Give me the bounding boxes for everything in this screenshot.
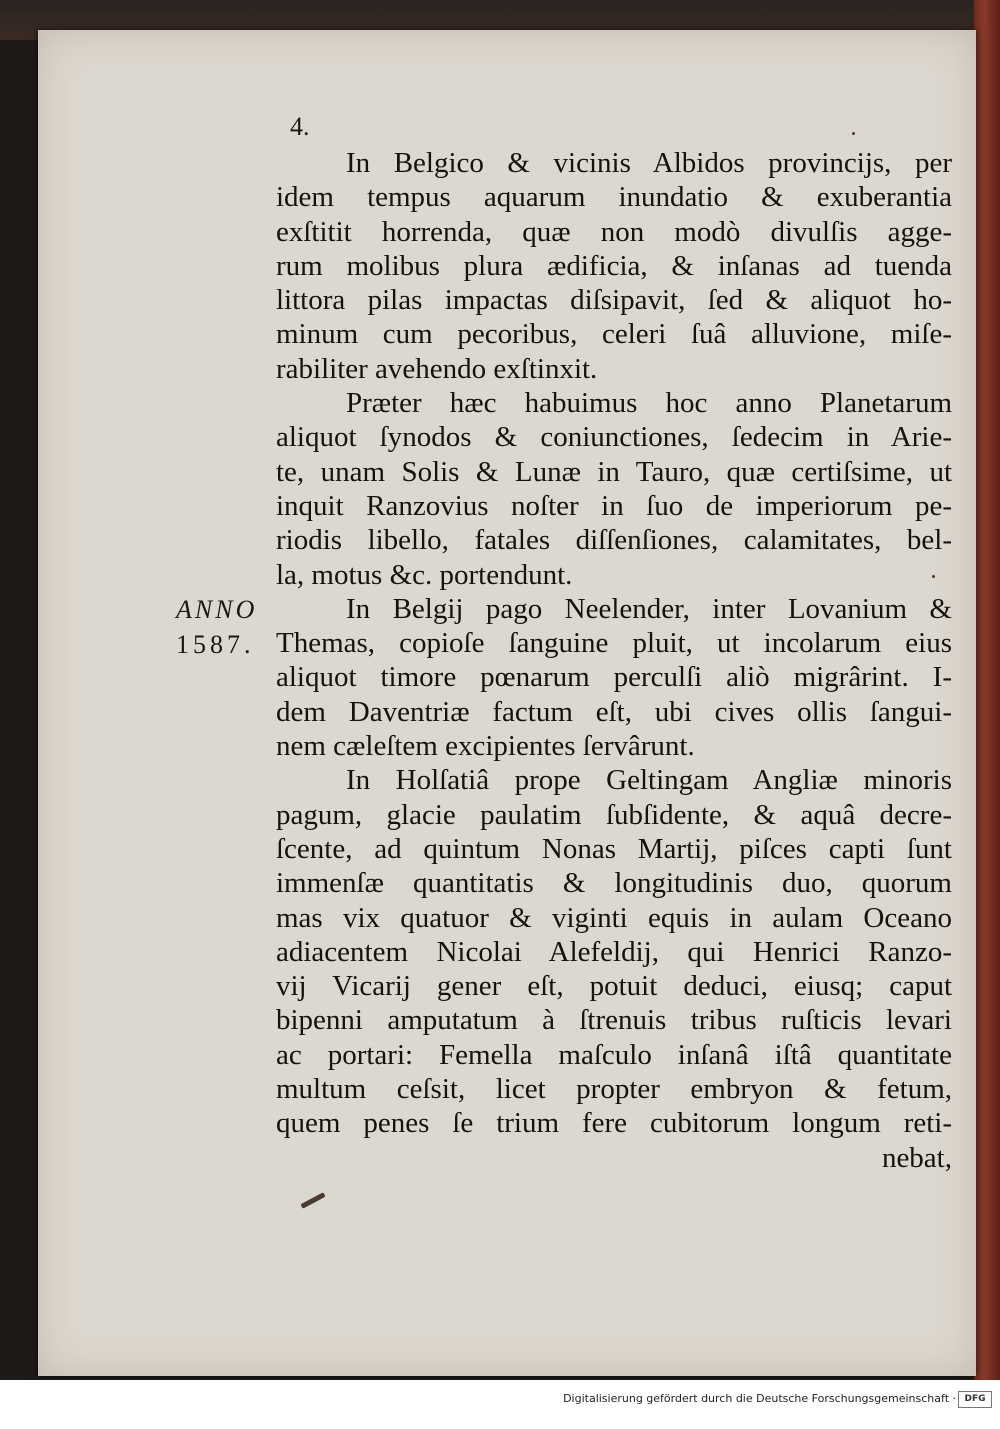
text-line: rum molibus plura ædificia, & inſanas ad tuenda (276, 249, 952, 282)
body-text (276, 146, 952, 1175)
text-line: exſtitit horrenda, quæ non modò divulſis agge- (276, 215, 952, 248)
page-number: 4. (290, 112, 310, 141)
margin-note-year: 1587. (176, 630, 255, 659)
text-line: ac portari: Femella maſculo inſanâ iſtâ quantitate (276, 1038, 952, 1071)
text-line: adiacentem Nicolai Alefeldij, qui Henrici Ranzo- (276, 935, 952, 968)
text-line: In Belgij pago Neelender, inter Lovanium & (346, 592, 952, 625)
text-line: ſcente, ad quintum Nonas Martij, piſces capti ſunt (276, 832, 952, 865)
text-line: multum ceſsit, licet propter embryon & fetum, (276, 1073, 952, 1106)
text-line: nem cæleſtem excipientes ſervârunt. (276, 730, 695, 763)
text-line: minum cum pecoribus, celeri ſuâ alluvione, miſe- (276, 318, 952, 351)
margin-note-anno: ANNO (176, 595, 258, 624)
funding-notice: Digitalisierung gefördert durch die Deutsche Forschungsgemeinschaft · (563, 1392, 956, 1405)
text-line: aliquot timore pœnarum perculſi aliò migrârint. I- (276, 661, 952, 694)
book-spine-edge (974, 0, 1000, 1380)
text-line: quem penes ſe trium fere cubitorum longum reti- (276, 1107, 952, 1140)
text-line: te, unam Solis & Lunæ in Tauro, quæ certiſsime, ut (276, 455, 952, 488)
text-line: In Holſatiâ prope Geltingam Angliæ minoris (346, 764, 952, 797)
text-line: immenſæ quantitatis & longitudinis duo, quorum (276, 867, 952, 900)
text-line: rabiliter avehendo exſtinxit. (276, 352, 598, 385)
text-line: littora pilas impactas diſsipavit, ſed & aliquot ho- (276, 284, 952, 317)
ink-speck (932, 575, 935, 578)
text-line: mas vix quatuor & viginti equis in aulam Oceano (276, 901, 952, 934)
text-line: pagum, glacie paulatim ſubſidente, & aquâ decre- (276, 798, 952, 831)
text-line: dem Daventriæ factum eſt, ubi cives ollis ſangui- (276, 695, 952, 728)
text-line: riodis libello, fatales diſſenſiones, calamitates, bel- (276, 524, 952, 557)
text-line: idem tempus aquarum inundatio & exuberantia (276, 181, 952, 214)
marginal-note (176, 592, 257, 662)
catchword: nebat, (881, 1141, 952, 1174)
text-line: bipenni amputatum à ſtrenuis tribus ruſticis levari (276, 1004, 952, 1037)
ink-speck (852, 132, 855, 135)
text-line: la, motus &c. portendunt. (276, 558, 573, 591)
text-line: Præter hæc habuimus hoc anno Planetarum (346, 387, 952, 420)
text-line: In Belgico & vicinis Albidos provincijs, per (346, 147, 952, 179)
text-line: aliquot ſynodos & coniunctiones, ſedecim in Arie- (276, 421, 952, 454)
text-line: Themas, copioſe ſanguine pluit, ut incolarum eius (276, 627, 952, 660)
footer-bar (0, 1380, 1000, 1429)
text-line: inquit Ranzovius noſter in ſuo de imperiorum pe- (276, 489, 952, 522)
dfg-logo: DFG (958, 1391, 992, 1408)
text-line: vij Vicarij gener eſt, potuit deduci, eiusq; caput (276, 970, 952, 1003)
